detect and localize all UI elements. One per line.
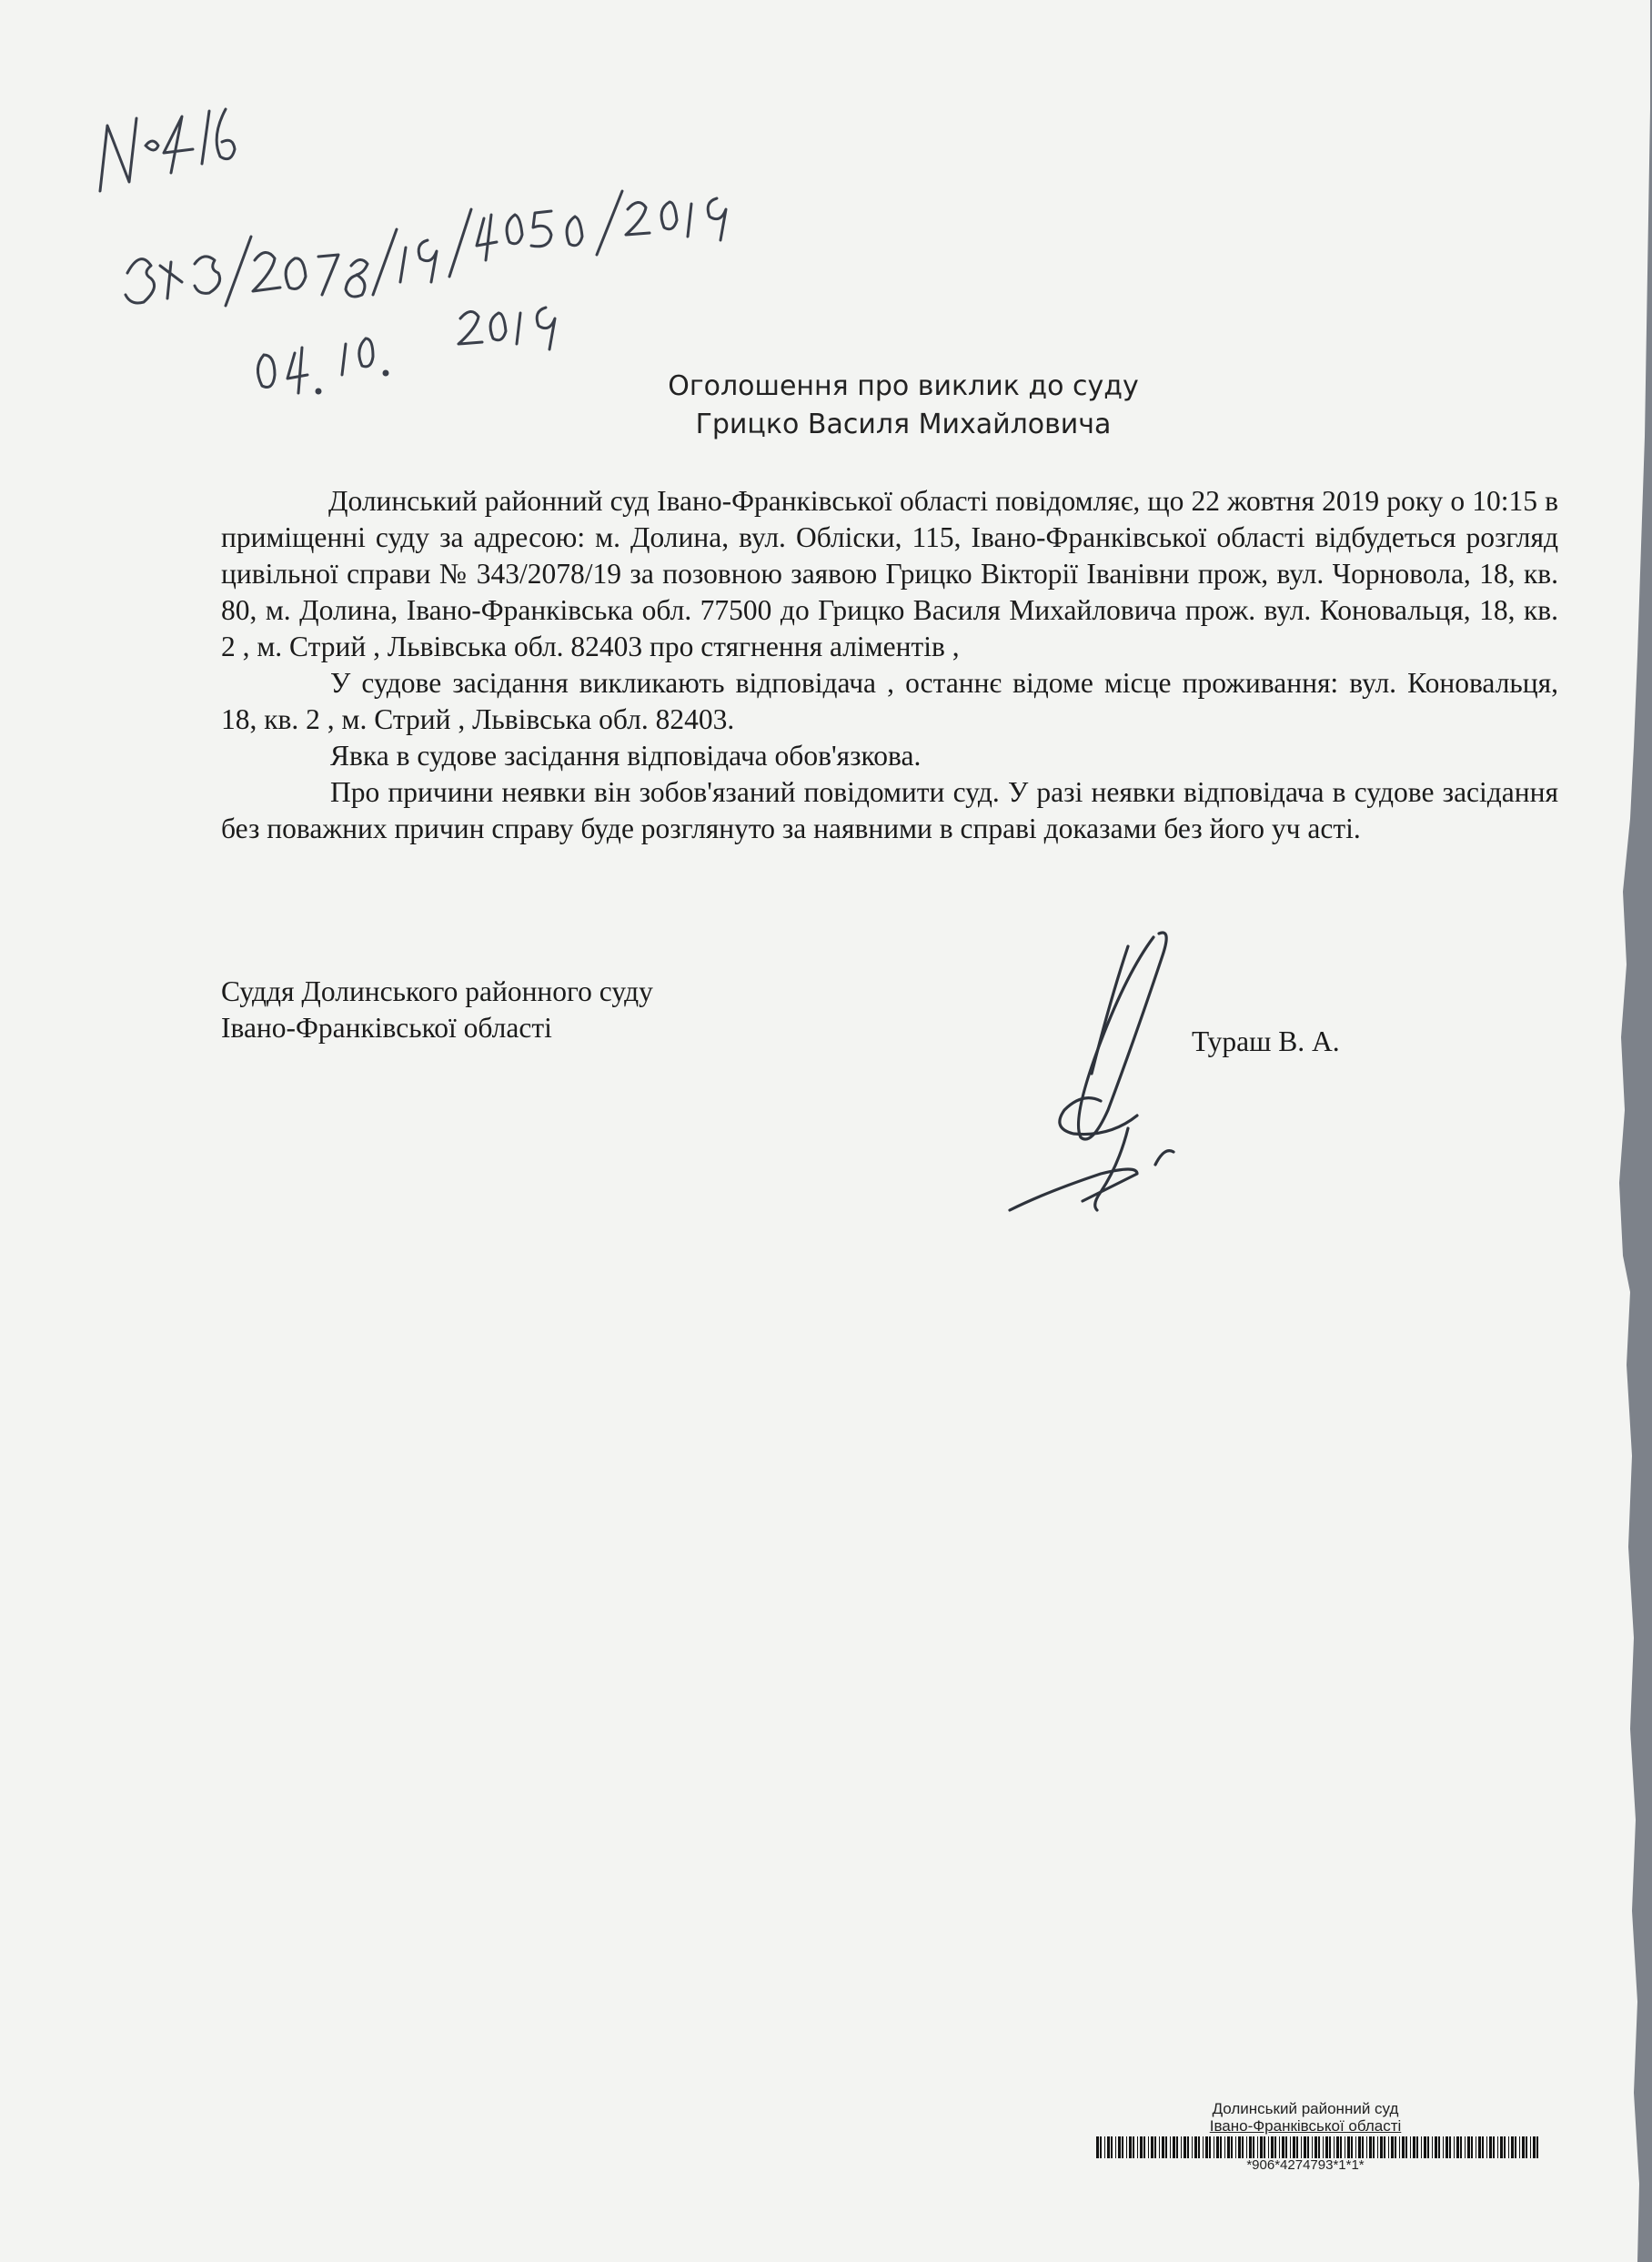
barcode-text: *906*4274793*1*1* [1246,2157,1365,2173]
paragraph-3: Явка в судове засідання відповідача обов'язкова. [330,740,922,772]
judge-position-line2: Івано-Франківської області [221,1012,552,1044]
stamp-court-line1: Долинський районний суд [1212,2100,1399,2117]
announcement-body [221,483,1558,847]
paragraph-4: Про причини неявки він зобов'язаний повідомити суд. У разі неявки відповідача в судове засідання без поважних причин справу буде розглянуто за наявними в справі доказами без його уч асті. [221,776,1558,844]
title-line2: Грицко Василя Михайловича [695,409,1112,440]
barcode [1096,2136,1540,2158]
judge-name: Тураш В. А. [1192,1025,1340,1057]
handwritten-signature [992,919,1228,1228]
torn-page-edge [1597,0,1652,2262]
title-line1: Оголошення про виклик до суду [668,370,1139,402]
judge-position-line1: Суддя Долинського районного суду [221,975,653,1007]
stamp-court-line2: Івано-Франківської області [1209,2117,1402,2135]
registration-stamp [1096,2100,1551,2173]
title-block [0,368,1652,444]
judge-position [221,974,653,1046]
paragraph-1: Долинський районний суд Івано-Франківської області повідомляє, що 22 жовтня 2019 року о 10:15 в приміщенні суду за адресою: м. Долина, вул. Обліски, 115, Івано-Франківської області відбудеться розгляд цивільної справи № 343/2078/19 за позовною заявою Грицко Вікторії Іванівни прож, вул. Чорновола, 18, кв. 80, м. Долина, Івано-Франківська обл. 77500 до Грицко Василя Михайловича прож. вул. Коновальця, 18, кв. 2 , м. Стрий , Львівська обл. 82403 про стягнення аліментів , [221,485,1558,662]
handwritten-annotation [73,55,801,400]
paragraph-2: У судове засідання викликають відповідача , останнє відоме місце проживання: вул. Коновальця, 18, кв. 2 , м. Стрий , Львівська обл. 82403. [221,667,1558,735]
